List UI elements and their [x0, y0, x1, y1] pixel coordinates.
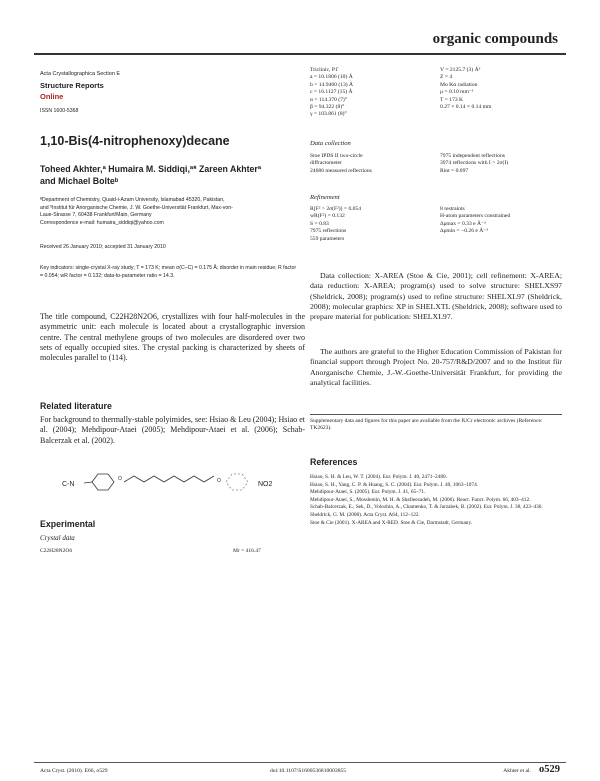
- article-title: 1,10-Bis(4-nitrophenoxy)decane: [40, 134, 230, 148]
- affiliation-c: Laue-Strasse 7, 60438 Frankfurt/Main, Germany: [40, 212, 152, 219]
- list-line: Mehdipour-Ataei, S., Mosslemin, M. H. & Shafieezadeh, M. (2006). React. Funct. Polym. 66, 403–412.: [310, 496, 531, 503]
- list-line: c = 16.1127 (15) Å: [310, 89, 353, 96]
- molar-mass: Mr = 416.47: [233, 548, 261, 554]
- affiliation-b: and ᵇInstitut für Anorganische Chemie, J. W. Goethe-Universität Frankfurt, Max-von-: [40, 204, 233, 211]
- list-line: Schab-Balcerzak, E., Sek, D., Volozhin, A., Chamenko, T. & Jarzabek, B. (2002). Eur. Polym. J. 38, 423–430.: [310, 504, 543, 511]
- list-line: T = 173 K: [440, 96, 464, 103]
- related-literature-heading: Related literature: [40, 401, 112, 411]
- data-collection-heading: Data collection: [310, 140, 351, 147]
- list-line: R[F² > 2σ(F²)] = 0.054: [310, 206, 362, 212]
- list-line: 7975 independent reflections: [440, 153, 505, 159]
- issn: ISSN 1600-5368: [40, 108, 79, 114]
- related-literature-text: For background to thermally-stable polyimides, see: Hsiao & Leu (2004); Hsiao et al. (2004); Mehdipour-Ataei (2005); Mehdipour-Ataei et al. (2006); Schab-Balcerzak et al. (2002).: [40, 415, 305, 445]
- experimental-heading: Experimental: [40, 519, 96, 529]
- footer-rule: [34, 762, 566, 763]
- crystal-params-right: [440, 67, 491, 111]
- list-line: b = 14.9460 (13) Å: [310, 81, 354, 88]
- doi-link[interactable]: doi:10.1107/S1600536810003855: [270, 768, 347, 774]
- footer-authors: Akhter et al.: [503, 768, 531, 774]
- affiliation-a: ªDepartment of Chemistry, Quaid-i-Azam University, Islamabad 45320, Pakistan,: [40, 197, 225, 203]
- list-line: 559 parameters: [310, 235, 345, 242]
- list-line: 3974 reflections with I > 2σ(I): [440, 160, 509, 167]
- refinement-left: [310, 206, 361, 243]
- list-line: Stoe IPDS II two-circle: [310, 153, 363, 159]
- list-line: Hsiao, S. H. & Leu, W. T. (2004). Eur. Polym. J. 40, 2471–2480.: [310, 474, 447, 480]
- footer-citation: Acta Cryst. (2010). E66, o529: [40, 768, 108, 774]
- list-line: β = 94.322 (8)°: [310, 104, 345, 111]
- list-line: a = 10.1806 (10) Å: [310, 74, 353, 81]
- supplementary-rule: [310, 414, 562, 415]
- journal-mode: Online: [40, 92, 64, 101]
- list-line: γ = 103.861 (8)°: [310, 111, 347, 118]
- benzene-ring-left: [92, 474, 114, 490]
- svg-text:O: O: [118, 476, 122, 482]
- list-line: wR(F²) = 0.132: [310, 213, 345, 220]
- scheme-label-left: C-N: [62, 481, 75, 488]
- list-line: 24686 measured reflections: [310, 167, 372, 174]
- header-rule: [34, 53, 566, 55]
- list-line: Rint = 0.097: [440, 167, 469, 174]
- list-line: Sheldrick, G. M. (2008). Acta Cryst. A64, 112–122.: [310, 511, 420, 518]
- journal-name: Acta Crystallographica Section E: [40, 71, 121, 77]
- list-line: V = 2125.7 (3) Å³: [440, 67, 481, 73]
- data-collection-right: [440, 153, 508, 175]
- refinement-right: [440, 206, 510, 236]
- list-line: 8 restraints: [440, 206, 465, 212]
- journal-series: Structure Reports: [40, 81, 104, 90]
- footer-right: [503, 764, 560, 775]
- list-line: Δρmin = −0.26 e Å⁻³: [440, 228, 488, 235]
- references-heading: References: [310, 457, 358, 467]
- list-line: Δρmax = 0.33 e Å⁻³: [440, 220, 486, 227]
- benzene-ring-right: [226, 474, 248, 490]
- page-number: o529: [539, 764, 560, 775]
- list-line: Stoe & Cie (2001). X-AREA and X-RED. Stoe & Cie, Darmstadt, Germany.: [310, 519, 473, 526]
- received-dates: Received 26 January 2010; accepted 31 January 2010: [40, 244, 166, 250]
- key-indicators: Key indicators: single-crystal X-ray study; T = 173 K; mean σ(C–C) = 0.175 Å; disorder in main residue; R factor = 0.054; wR factor = 0.132; data-to-parameter ratio = 14.3.: [40, 265, 297, 279]
- abstract: The title compound, C22H28N2O6, crystallizes with four half-molecules in the asymmetric unit: each molecule is located about a crystallographic inversion centre. The central methylene groups of two molecules are disordered over two sets of equally occupied sites. The crystal packing is characterized by sheets of molecules parallel to (114).: [40, 312, 305, 363]
- correspondence: Correspondence e-mail: humaira_siddiqi@yahoo.com: [40, 219, 164, 226]
- data-collection-left: [310, 153, 372, 175]
- list-line: μ = 0.10 mm⁻¹: [440, 89, 474, 96]
- list-line: 7975 reflections: [310, 228, 347, 235]
- list-line: Z = 4: [440, 74, 453, 81]
- supplementary-note: Supplementary data and figures for this paper are available from the IUCr electronic archives (Reference: TK2623).: [310, 418, 543, 432]
- refinement-heading: Refinement: [310, 194, 340, 201]
- formula: C22H28N2O6: [40, 548, 73, 554]
- affiliations: [40, 197, 310, 227]
- list-line: Mo Kα radiation: [440, 81, 478, 88]
- list-line: S = 0.83: [310, 220, 329, 227]
- list-line: 0.27 × 0.14 × 0.14 mm: [440, 104, 492, 111]
- list-line: H-atom parameters constrained: [440, 213, 511, 220]
- list-line: Triclinic, P1̄: [310, 67, 338, 73]
- list-line: Mehdipour-Ataei, S. (2005). Eur. Polym. J. 41, 65–71.: [310, 489, 426, 496]
- authors-line-1: Toheed Akhter,ª Humaira M. Siddiqi,ª* Zareen Akhterª: [40, 164, 262, 174]
- authors: [40, 163, 310, 187]
- svg-text:O: O: [217, 478, 221, 484]
- acknowledgement: The authors are grateful to the Higher Education Commission of Pakistan for financial support through Project No. 20-757/R&D/2007 and to the Institut für Anorganische Chemie, J.-W.-Goethe-Universität Frankfurt, for providing the analytical facilities.: [310, 347, 562, 387]
- crystal-params-left: [310, 67, 353, 119]
- scheme-label-right: NO2: [258, 481, 273, 488]
- crystal-data-heading: Crystal data: [40, 534, 75, 542]
- references-list: [310, 474, 565, 527]
- footer-doi[interactable]: [270, 768, 346, 774]
- list-line: Hsiao, S. H., Yang, C. P. & Huang, S. C. (2004). Eur. Polym. J. 40, 1063–1074.: [310, 481, 479, 488]
- data-collection-paragraph: Data collection: X-AREA (Stoe & Cie, 2001); cell refinement: X-AREA; data reduction: X-AREA; program(s) used to solve structure: SHELXS97 (Sheldrick, 2008); program(s) used to refine structure: SHELXL97 (Sheldrick, 2008); molecular graphics: XP in SHELXTL (Sheldrick, 2008); software used to prepare material for publication: SHELXL97.: [310, 271, 562, 322]
- list-line: α = 114.370 (7)°: [310, 96, 348, 103]
- authors-line-2: and Michael Bolteᵇ: [40, 176, 119, 186]
- section-header: organic compounds: [432, 31, 558, 47]
- decane-chain: [124, 476, 214, 482]
- list-line: diffractometer: [310, 160, 342, 167]
- chemical-scheme: [60, 462, 300, 502]
